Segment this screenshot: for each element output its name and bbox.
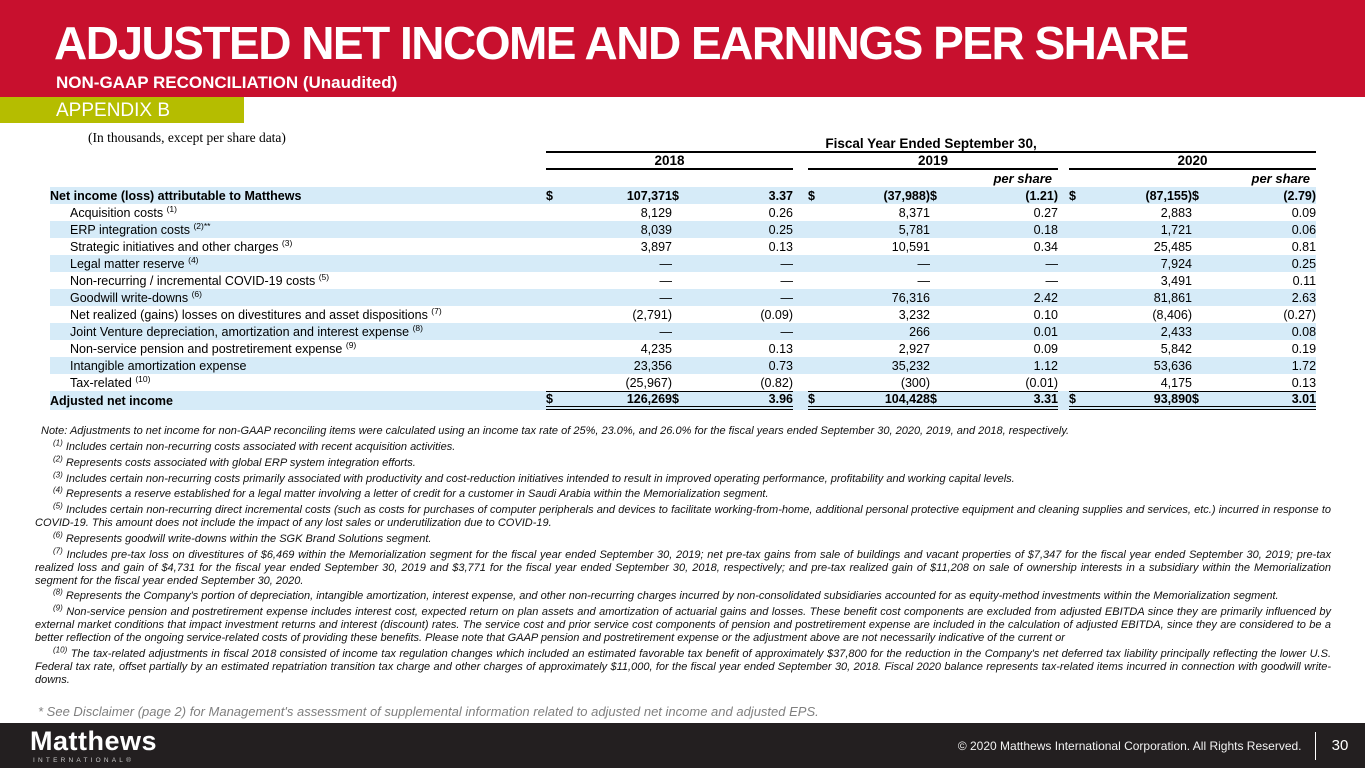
dollar-sign [1192, 289, 1210, 306]
eps-value: 0.11 [1292, 273, 1317, 288]
eps-value: 0.06 [1291, 222, 1317, 237]
page-number: 30 [1331, 737, 1349, 754]
footnote-number: (5) [53, 501, 63, 511]
dollar-sign [1192, 340, 1210, 357]
eps-value: 1.12 [1033, 358, 1058, 373]
column-gap [793, 306, 808, 323]
column-gap [1058, 374, 1069, 391]
amount-value: 8,039 [640, 222, 672, 237]
eps-value: 0.73 [768, 358, 793, 373]
eps-value: 0.08 [1291, 324, 1317, 339]
eps-value: 0.34 [1033, 239, 1058, 254]
dollar-sign [930, 323, 948, 340]
eps-value: 3.96 [692, 391, 793, 410]
dollar-sign [1192, 374, 1210, 391]
dollar-sign [546, 221, 560, 238]
row-label: Goodwill write-downs $^{(6)}$ [70, 289, 202, 305]
eps-value: (2.79) [1283, 188, 1317, 203]
dollar-sign [672, 340, 692, 357]
column-gap [793, 323, 808, 340]
amount-value: 25,485 [1153, 239, 1192, 254]
dollar-sign [1192, 306, 1210, 323]
fiscal-year-header: Fiscal Year Ended September 30, [546, 136, 1316, 153]
amount-value: — [659, 256, 672, 271]
dollar-sign [546, 289, 560, 306]
dollar-sign [930, 238, 948, 255]
dollar-sign [1192, 323, 1210, 340]
column-gap [1058, 255, 1069, 272]
amount-value: 93,890 [1083, 391, 1192, 410]
dollar-sign [672, 357, 692, 374]
eps-value: — [1045, 256, 1058, 271]
eps-value: 0.09 [1033, 341, 1058, 356]
dollar-sign [930, 289, 948, 306]
dollar-sign [808, 340, 822, 357]
footnote: $^{(4)}$ Represents a reserve established for a legal matter involving a letter of credit for a customer in Saudi Arabia within the Memorialization segment. [53, 485, 769, 501]
page-subtitle: NON-GAAP RECONCILIATION (Unaudited) [56, 73, 398, 92]
footer-divider [1315, 732, 1317, 760]
dollar-sign [672, 221, 692, 238]
matthews-logo [30, 728, 157, 764]
dollar-sign [546, 357, 560, 374]
dollar-sign [808, 306, 822, 323]
dollar-sign [546, 204, 560, 221]
amount-value: 23,356 [633, 358, 672, 373]
dollar-sign [546, 306, 560, 323]
dollar-sign [808, 221, 822, 238]
amount-value: — [659, 290, 672, 305]
column-gap [1058, 391, 1069, 410]
row-label: Strategic initiatives and other charges $^{(3)}$ [70, 238, 293, 254]
eps-value: 0.27 [1033, 205, 1058, 220]
footnote: $^{(8)}$ Represents the Company's portion of depreciation, intangible amortization, interest expense, and other non-recurring charges incurred by non-consolidated subsidiaries accounted for as equity-method investments within the Memorialization segment. [53, 587, 1279, 603]
amount-value: 3,897 [640, 239, 672, 254]
eps-value: (0.01) [1025, 375, 1058, 390]
header-spacer [1069, 170, 1192, 187]
dollar-sign [672, 272, 692, 289]
column-gap [1058, 238, 1069, 255]
table-row [50, 187, 1316, 204]
dollar-sign: $ [546, 188, 553, 203]
table-row [50, 391, 1316, 410]
eps-value: 0.13 [768, 341, 793, 356]
footnote: $^{(6)}$ Represents goodwill write-downs within the SGK Brand Solutions segment. [53, 530, 432, 546]
eps-value: (0.27) [1283, 307, 1317, 322]
footnote-number: (10) [53, 645, 68, 655]
footnote-number: (7) [53, 546, 63, 556]
dollar-sign [808, 272, 822, 289]
amount-value: 107,371 [626, 188, 672, 203]
per-share-header-row [50, 170, 1316, 187]
dollar-sign: $ [672, 188, 679, 203]
dollar-sign: $ [930, 188, 937, 203]
dollar-sign [546, 374, 560, 391]
amount-value: — [917, 256, 930, 271]
eps-value: 3.01 [1210, 391, 1316, 410]
dollar-sign [672, 238, 692, 255]
amount-value: 35,232 [891, 358, 930, 373]
dollar-sign [672, 323, 692, 340]
column-gap [1058, 289, 1069, 306]
eps-value: 0.01 [1033, 324, 1058, 339]
header-banner [0, 0, 1365, 97]
column-gap [1058, 306, 1069, 323]
row-label: Net realized (gains) losses on divestitures and asset dispositions $^{(7)}$ [70, 306, 442, 322]
eps-value: 0.25 [768, 222, 793, 237]
header-spacer [808, 170, 930, 187]
footnote-number: (2) [53, 454, 63, 464]
dollar-sign [1069, 221, 1083, 238]
eps-value: — [780, 324, 793, 339]
dollar-sign: $ [1192, 188, 1199, 203]
dollar-sign [808, 289, 822, 306]
notes-list [35, 438, 1331, 687]
footnote: $^{(2)}$ Represents costs associated with global ERP system integration efforts. [53, 454, 416, 469]
table-row [50, 204, 1316, 221]
column-gap [1058, 272, 1069, 289]
amount-value: 104,428 [822, 391, 930, 410]
dollar-sign [1069, 255, 1083, 272]
eps-value: — [780, 256, 793, 271]
footnote: $^{(9)}$ Non-service pension and postretirement expense includes interest cost, expected return on plan assets and amortization of actuarial gains and losses. These benefit cost components are excluded from adjusted EBITDA since they are primarily influenced by external market conditions that impact investment returns and interest (discount) rates. The service cost and prior service cost components of pension and postretirement expense are included in the calculation of adjusted EBITDA, since they are considered to be a better reflection of the ongoing service-related costs of providing these benefits. Please note that GAAP pension and postretirement expense or the adjustment above are not necessarily indicative of the current or [35, 603, 1331, 645]
per-share-label-2020: per share [1251, 171, 1311, 186]
column-gap [793, 391, 808, 410]
amount-value: — [917, 273, 930, 288]
dollar-sign [546, 238, 560, 255]
footnote-number: (1) [53, 438, 63, 448]
eps-value: 0.81 [1291, 239, 1317, 254]
dollar-sign [1069, 238, 1083, 255]
dollar-sign [672, 289, 692, 306]
table-row [50, 357, 1316, 374]
eps-value: (1.21) [1025, 188, 1058, 203]
eps-value: 0.13 [768, 239, 793, 254]
dollar-sign [808, 238, 822, 255]
eps-value: 2.63 [1291, 290, 1317, 305]
dollar-sign [1192, 272, 1210, 289]
footnote: $^{(10)}$ The tax-related adjustments in fiscal 2018 consisted of income tax regulation changes which included an estimated favorable tax benefit of approximately $37,800 for the reduction in the Company's net deferred tax liability principally reflecting the lower U.S. Federal tax rate, offset partially by an estimated repatriation transition tax charge and other charges of approximately $11,000, for the fiscal year ended September 30, 2018. Fiscal 2020 balance represents tax-related items incurred in connection with goodwill write-downs. [35, 645, 1331, 686]
footnote-number: (9) [53, 603, 63, 613]
column-gap [793, 204, 808, 221]
footnote-number: (4) [53, 485, 63, 495]
footer-right-group [958, 723, 1351, 768]
column-gap [1058, 187, 1069, 204]
dollar-sign [546, 323, 560, 340]
eps-value: — [780, 273, 793, 288]
dollar-sign: $ [808, 391, 822, 410]
amount-value: (25,967) [625, 375, 672, 390]
table-row [50, 374, 1316, 391]
column-gap [1058, 221, 1069, 238]
amount-value: 53,636 [1153, 358, 1192, 373]
fiscal-year-header-row [50, 136, 1316, 153]
amount-value: 2,883 [1160, 205, 1192, 220]
page-title: ADJUSTED NET INCOME AND EARNINGS PER SHARE [54, 17, 1188, 69]
dollar-sign [930, 374, 948, 391]
amount-value: (2,791) [632, 307, 672, 322]
amount-value: 1,721 [1160, 222, 1192, 237]
column-gap [1058, 170, 1069, 187]
dollar-sign: $ [808, 188, 815, 203]
dollar-sign [1192, 357, 1210, 374]
amount-value: 81,861 [1153, 290, 1192, 305]
year-header-2018: 2018 [546, 153, 793, 170]
column-gap [1058, 357, 1069, 374]
eps-value: (0.82) [760, 375, 793, 390]
dollar-sign [808, 255, 822, 272]
amount-value: 3,232 [898, 307, 930, 322]
footnote: $^{(5)}$ Includes certain non-recurring direct incremental costs (such as costs for purchases of computer peripherals and devices to facilitate working-from-home, additional personal protective equipment and cleaning supplies and services, etc.) incurred in response to COVID-19. This amount does not include the impact of any lost sales or underutilization due to COVID-19. [35, 501, 1331, 530]
table-row [50, 323, 1316, 340]
row-label: Intangible amortization expense [70, 358, 247, 373]
row-label: Net income (loss) attributable to Matthews [50, 188, 302, 203]
dollar-sign [1069, 272, 1083, 289]
column-gap [793, 153, 808, 170]
amount-value: 5,842 [1160, 341, 1192, 356]
eps-value: (0.09) [760, 307, 793, 322]
amount-value: — [659, 324, 672, 339]
dollar-sign [930, 272, 948, 289]
dollar-sign [930, 255, 948, 272]
footnote: $^{(7)}$ Includes pre-tax loss on divestitures of $6,469 within the Memorialization segment for the fiscal year ended September 30, 2019; net pre-tax gains from sale of buildings and vacant properties of $7,347 for the fiscal year ended September 30, 2019; pre-tax realized loss and gain of $4,731 for the fiscal year ended September 30, 2019 and $3,771 for the fiscal year ended September 30, 2018, respectively; and pre-tax realized gain of $11,208 on sale of ownership interests in a subsidiary within the Memorialization segment for the fiscal year ended September 30, 2020. [35, 546, 1331, 587]
dollar-sign [930, 204, 948, 221]
dollar-sign [546, 255, 560, 272]
amount-value: 8,371 [898, 205, 930, 220]
column-gap [793, 289, 808, 306]
eps-value: 0.18 [1033, 222, 1058, 237]
table-row [50, 340, 1316, 357]
dollar-sign [672, 306, 692, 323]
table-row [50, 272, 1316, 289]
footnote: $^{(1)}$ Includes certain non-recurring costs associated with recent acquisition activities. [53, 438, 456, 453]
dollar-sign [672, 204, 692, 221]
dollar-sign [930, 221, 948, 238]
amount-value: (37,988) [883, 188, 930, 203]
eps-value: 0.13 [1291, 375, 1317, 390]
dollar-sign [930, 357, 948, 374]
note-intro: Note: Adjustments to net income for non-GAAP reconciling items were calculated using an income tax rate of 25%, 23.0%, and 26.0% for the fiscal years ended September 30, 2020, 2019, and 2018, respectively. [41, 425, 1070, 437]
eps-value: 0.25 [1291, 256, 1317, 271]
column-gap [793, 187, 808, 204]
row-label: Non-service pension and postretirement expense $^{(9)}$ [70, 340, 357, 356]
column-gap [1058, 153, 1069, 170]
dollar-sign [546, 340, 560, 357]
dollar-sign [672, 374, 692, 391]
reconciliation-table-body [50, 187, 1316, 410]
year-header-row [50, 153, 1316, 170]
amount-value: 3,491 [1160, 273, 1192, 288]
units-note: (In thousands, except per share data) [88, 130, 286, 145]
dollar-sign [808, 357, 822, 374]
eps-value: — [780, 290, 793, 305]
table-row [50, 289, 1316, 306]
copyright-text: © 2020 Matthews International Corporation. All Rights Reserved. [957, 738, 1302, 753]
year-header-2019: 2019 [808, 153, 1058, 170]
row-label: Acquisition costs $^{(1)}$ [70, 204, 177, 220]
amount-value: 126,269 [560, 391, 672, 410]
reconciliation-table [50, 136, 1316, 410]
row-label: Tax-related $^{(10)}$ [70, 374, 151, 390]
dollar-sign: $ [672, 391, 692, 410]
column-gap [793, 340, 808, 357]
dollar-sign: $ [1069, 391, 1083, 410]
row-label: Joint Venture depreciation, amortization and interest expense $^{(8)}$ [70, 323, 423, 339]
table-row [50, 306, 1316, 323]
eps-value: 3.31 [948, 391, 1058, 410]
eps-value: — [1045, 273, 1058, 288]
dollar-sign [546, 272, 560, 289]
amount-value: 5,781 [898, 222, 930, 237]
appendix-label: APPENDIX B [56, 100, 171, 121]
dollar-sign [808, 374, 822, 391]
column-gap [793, 255, 808, 272]
dollar-sign [1069, 289, 1083, 306]
dollar-sign [1069, 340, 1083, 357]
amount-value: 2,927 [898, 341, 930, 356]
header-spacer [50, 136, 546, 153]
column-gap [1058, 204, 1069, 221]
dollar-sign [1192, 204, 1210, 221]
logo-wordmark: Matthews [30, 726, 158, 756]
footnotes-section [35, 425, 1331, 689]
column-gap [793, 238, 808, 255]
dollar-sign [808, 204, 822, 221]
header-spacer [50, 170, 546, 187]
appendix-tab [0, 97, 244, 123]
eps-value: 0.26 [768, 205, 793, 220]
column-gap [793, 170, 808, 187]
dollar-sign [1192, 255, 1210, 272]
amount-value: 2,433 [1160, 324, 1192, 339]
year-header-2020: 2020 [1069, 153, 1316, 170]
amount-value: 4,175 [1160, 375, 1192, 390]
row-label: Adjusted net income [50, 393, 173, 408]
column-gap [793, 221, 808, 238]
amount-value: (8,406) [1152, 307, 1192, 322]
header-spacer [50, 153, 546, 170]
amount-value: — [659, 273, 672, 288]
dollar-sign [1192, 238, 1210, 255]
header-spacer [546, 170, 793, 187]
dollar-sign [930, 306, 948, 323]
dollar-sign [1192, 221, 1210, 238]
dollar-sign [808, 323, 822, 340]
column-gap [793, 272, 808, 289]
footer-bar [0, 723, 1365, 768]
table-row [50, 255, 1316, 272]
eps-value: 0.10 [1033, 307, 1058, 322]
eps-value: 2.42 [1033, 290, 1058, 305]
footnote-number: (8) [53, 587, 63, 597]
column-gap [793, 357, 808, 374]
row-label: Non-recurring / incremental COVID-19 costs $^{(5)}$ [70, 272, 330, 288]
per-share-label-2019: per share [993, 171, 1052, 186]
column-gap [1058, 323, 1069, 340]
dollar-sign [1069, 374, 1083, 391]
dollar-sign: $ [546, 391, 560, 410]
eps-value: 3.37 [768, 188, 793, 203]
amount-value: (300) [900, 375, 930, 390]
footnote-number: (3) [53, 469, 63, 479]
row-label: ERP integration costs $^{(2)**}$ [70, 221, 211, 237]
table-row [50, 221, 1316, 238]
amount-value: 7,924 [1160, 256, 1192, 271]
eps-value: 1.72 [1291, 358, 1317, 373]
dollar-sign [1069, 323, 1083, 340]
column-gap [1058, 340, 1069, 357]
column-gap [793, 374, 808, 391]
amount-value: (87,155) [1145, 188, 1192, 203]
eps-value: 0.09 [1291, 205, 1317, 220]
dollar-sign [930, 340, 948, 357]
eps-value: 0.19 [1291, 341, 1317, 356]
amount-value: 4,235 [640, 341, 672, 356]
amount-value: 10,591 [891, 239, 930, 254]
dollar-sign: $ [1069, 188, 1076, 203]
amount-value: 8,129 [640, 205, 672, 220]
dollar-sign [672, 255, 692, 272]
table-row [50, 238, 1316, 255]
logo-tagline: INTERNATIONAL® [33, 757, 135, 764]
dollar-sign: $ [1192, 391, 1210, 410]
amount-value: 266 [909, 324, 930, 339]
dollar-sign [1069, 204, 1083, 221]
dollar-sign [1069, 357, 1083, 374]
disclaimer-text: * See Disclaimer (page 2) for Management's assessment of supplemental information related to adjusted net income and adjusted EPS. [38, 704, 819, 719]
footnote-number: (6) [53, 530, 63, 540]
dollar-sign [1069, 306, 1083, 323]
row-label: Legal matter reserve $^{(4)}$ [70, 255, 199, 271]
footnote: $^{(3)}$ Includes certain non-recurring costs primarily associated with productivity and cost-reduction initiatives intended to result in improved operating performance, profitability and working capital levels. [53, 469, 1015, 485]
dollar-sign: $ [930, 391, 948, 410]
amount-value: 76,316 [891, 290, 930, 305]
